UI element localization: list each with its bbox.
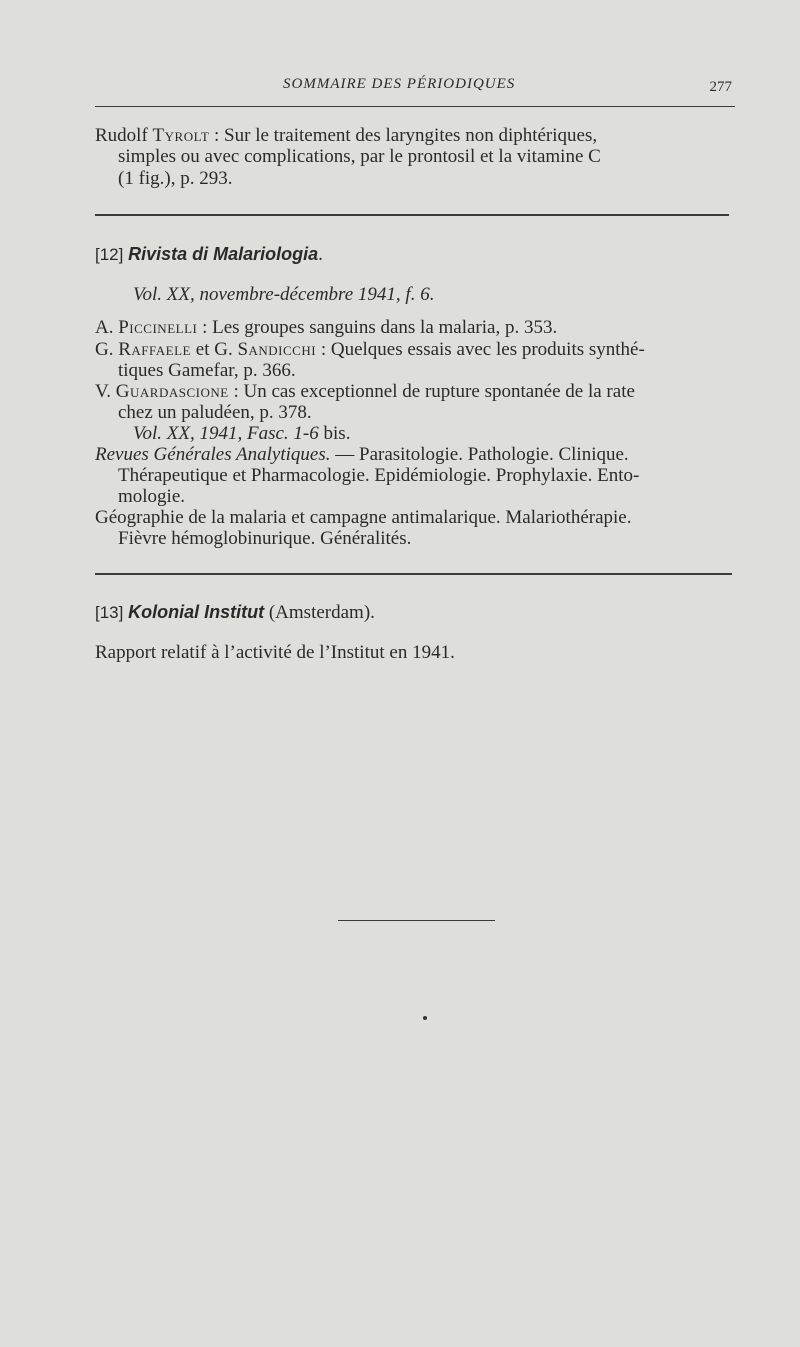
author-name: Raffaele: [118, 339, 192, 360]
author-name: Tyrolt: [152, 125, 210, 146]
volume-line-2: [133, 423, 350, 445]
page-number: 277: [709, 79, 732, 95]
journal-suffix: (Amsterdam).: [264, 602, 375, 623]
end-rule: [338, 920, 495, 921]
section-12-heading: [95, 244, 323, 266]
entry-text: : Un cas exceptionnel de rupture spontanée de la rate: [228, 381, 635, 402]
entry-raffaele-line2: tiques Gamefar, p. 366.: [118, 360, 296, 381]
entry-text: : Les groupes sanguins dans la malaria, p. 353.: [197, 317, 558, 338]
entry-tyrolt-line2: simples ou avec complications, par le prontosil et la vitamine C: [118, 146, 601, 167]
running-header: [95, 76, 735, 98]
author-initial: A.: [95, 317, 119, 338]
author-name: Guardascione: [115, 381, 229, 402]
revues-line1: [95, 444, 629, 466]
section-divider: [95, 573, 732, 575]
author-joiner: et G.: [191, 339, 238, 360]
header-rule: [95, 106, 735, 107]
author-name: Sandicchi: [237, 339, 317, 360]
author-initial: G.: [95, 339, 119, 360]
section-number: [13]: [95, 603, 124, 622]
header-title: SOMMAIRE DES PÉRIODIQUES: [283, 76, 516, 92]
journal-suffix: .: [318, 244, 323, 265]
geo-line2: Fièvre hémoglobinurique. Généralités.: [118, 528, 412, 549]
section-number: [12]: [95, 245, 124, 264]
entry-raffaele-line1: [95, 339, 645, 361]
entry-guardascione-line1: [95, 381, 635, 403]
revues-topics: — Parasitologie. Pathologie. Clinique.: [330, 444, 629, 465]
revues-line3: mologie.: [118, 486, 186, 507]
volume-suffix: bis.: [318, 423, 351, 444]
geo-line1: Géographie de la malaria et campagne antimalarique. Malariothérapie.: [95, 507, 632, 528]
journal-title: Rivista di Malariologia: [128, 244, 319, 264]
report-line: Rapport relatif à l’activité de l’Institut en 1941.: [95, 642, 455, 663]
section-divider: [95, 214, 729, 216]
author-initial: V.: [95, 381, 116, 402]
revues-title: Revues Générales Analytiques.: [95, 444, 331, 465]
journal-title: Kolonial Institut: [128, 602, 265, 622]
entry-piccinelli: [95, 317, 557, 339]
entry-guardascione-line2: chez un paludéen, p. 378.: [118, 402, 312, 423]
author-name: Piccinelli: [118, 317, 198, 338]
author-first-name: Rudolf: [95, 125, 153, 146]
entry-text: : Sur le traitement des laryngites non diphtériques,: [209, 125, 598, 146]
volume-text: Vol. XX, 1941, Fasc. 1-6: [133, 423, 319, 444]
entry-tyrolt-line1: [95, 125, 597, 147]
entry-tyrolt-line3: (1 fig.), p. 293.: [118, 168, 233, 189]
revues-line2: Thérapeutique et Pharmacologie. Epidémiologie. Prophylaxie. Ento-: [118, 465, 640, 486]
entry-text: : Quelques essais avec les produits synthé-: [316, 339, 645, 360]
volume-line: Vol. XX, novembre-décembre 1941, f. 6.: [133, 284, 435, 305]
page-mark: [423, 1016, 427, 1020]
section-13-heading: [95, 602, 375, 624]
